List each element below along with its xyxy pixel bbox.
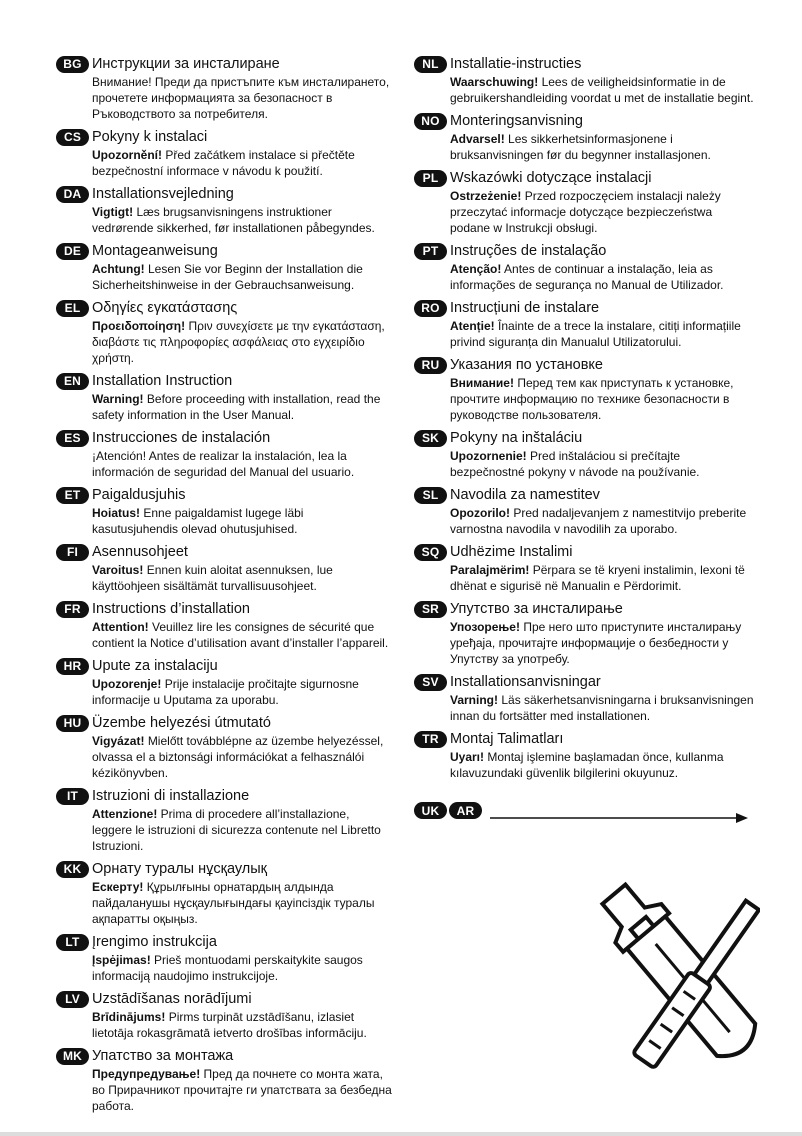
instruction-entry-kk xyxy=(56,859,392,927)
warning-label: Attention! xyxy=(92,620,149,634)
entry-title: Installation Instruction xyxy=(92,372,233,389)
entry-title: Pokyny k instalaci xyxy=(92,128,208,145)
page-bottom-rule xyxy=(0,1132,802,1136)
warning-text: Before proceeding with installation, read the safety information in the User Manual. xyxy=(92,392,381,422)
entry-title: Uzstādīšanas norādījumi xyxy=(92,990,252,1007)
entry-title: Navodila za namestitev xyxy=(450,486,600,503)
language-badge: FR xyxy=(56,601,89,618)
language-badge: SR xyxy=(414,601,447,618)
entry-heading xyxy=(414,599,754,619)
instruction-entry-no xyxy=(414,111,754,163)
entry-title: Упутство за инсталирање xyxy=(450,600,623,617)
warning-label: Waarschuwing! xyxy=(450,75,539,89)
entry-body xyxy=(450,74,754,106)
warning-label: Ostrzeżenie! xyxy=(450,189,522,203)
uk-ar-badges xyxy=(414,802,484,819)
entry-body xyxy=(92,952,392,984)
warning-text: Lesen Sie vor Beginn der Installation die Sicherheitshinweise in der Gebrauchsanweisung. xyxy=(92,262,363,292)
warning-label: Vigtigt! xyxy=(92,205,134,219)
entry-title: Asennusohjeet xyxy=(92,543,188,560)
entry-title: Pokyny na inštaláciu xyxy=(450,429,583,446)
left-column xyxy=(56,54,392,1119)
entry-heading xyxy=(56,932,392,952)
entry-heading xyxy=(56,127,392,147)
entry-heading xyxy=(56,599,392,619)
warning-text: Prieš montuodami perskaitykite saugos informaciją naudojimo instrukcijoje. xyxy=(92,953,363,983)
entry-heading xyxy=(414,672,754,692)
instruction-entry-sr xyxy=(414,599,754,667)
entry-title: Montaj Talimatları xyxy=(450,730,564,747)
warning-label: Upozornenie! xyxy=(450,449,527,463)
language-badge: IT xyxy=(56,788,89,805)
entry-body xyxy=(92,806,392,854)
language-badge: DA xyxy=(56,186,89,203)
language-badge: PT xyxy=(414,243,447,260)
entry-title: Installatie-instructies xyxy=(450,55,582,72)
entry-body xyxy=(92,676,392,708)
warning-text: Пред да почнете со монта жата, во Прирачникот прочитајте ги упатствата за безбедна работа. xyxy=(92,1067,392,1113)
entry-title: Упатство за монтажа xyxy=(92,1047,234,1064)
instruction-entry-de xyxy=(56,241,392,293)
warning-text: Mielőtt továbblépne az üzembe helyezéssel, olvassa el a biztonsági információkat a felhasználói kézikönyvben. xyxy=(92,734,384,780)
entry-title: Instructions d’installation xyxy=(92,600,250,617)
warning-text: Pred nadaljevanjem z namestitvijo preberite varnostna navodila v navodilih za uporabo. xyxy=(450,506,747,536)
language-badge: DE xyxy=(56,243,89,260)
language-badge: RO xyxy=(414,300,447,317)
warning-text: Ennen kuin aloitat asennuksen, lue käyttöohjeen sisältämät turvallisuusohjeet. xyxy=(92,563,333,593)
language-badge: TR xyxy=(414,731,447,748)
language-badge: LT xyxy=(56,934,89,951)
instruction-entry-en xyxy=(56,371,392,423)
entry-heading xyxy=(56,241,392,261)
language-badge: CS xyxy=(56,129,89,146)
warning-text: Lees de veiligheidsinformatie in de gebruikershandleiding voordat u met de installatie begint. xyxy=(450,75,754,105)
warning-label: Varning! xyxy=(450,693,499,707)
entry-title: Указания по установке xyxy=(450,356,603,373)
warning-text: Құрылғыны орнатардың алдында пайдаланушы нұсқаулығындағы қауіпсіздік туралы ақпаратты оқыңыз. xyxy=(92,880,375,926)
warning-label: Attenzione! xyxy=(92,807,158,821)
language-badge: EL xyxy=(56,300,89,317)
entry-heading xyxy=(414,428,754,448)
right-column xyxy=(414,54,754,786)
instruction-entry-mk xyxy=(56,1046,392,1114)
entry-title: Οδηγίες εγκατάστασης xyxy=(92,299,238,316)
warning-label: Atenție! xyxy=(450,319,495,333)
warning-text: Przed rozpoczęciem instalacji należy przeczytać informacje dotyczące bezpieczeństwa podane w Instrukcji obsługi. xyxy=(450,189,721,235)
warning-label: Brīdinājums! xyxy=(92,1010,166,1024)
entry-heading xyxy=(56,54,392,74)
entry-body xyxy=(450,188,754,236)
language-badge: HU xyxy=(56,715,89,732)
warning-text: Pirms turpināt uzstādīšanu, izlasiet lietotāja rokasgrāmatā ietverto drošības informāciju. xyxy=(92,1010,367,1040)
entry-body xyxy=(92,879,392,927)
entry-title: Instrucțiuni de instalare xyxy=(450,299,600,316)
entry-heading xyxy=(414,729,754,749)
instruction-entry-hr xyxy=(56,656,392,708)
warning-label: Uyarı! xyxy=(450,750,485,764)
entry-title: Udhëzime Instalimi xyxy=(450,543,573,560)
warning-label: Varoitus! xyxy=(92,563,144,577)
entry-title: Upute za instalaciju xyxy=(92,657,218,674)
warning-label: Advarsel! xyxy=(450,132,505,146)
entry-heading xyxy=(414,168,754,188)
language-badge: SV xyxy=(414,674,447,691)
entry-body xyxy=(92,562,392,594)
language-badge: FI xyxy=(56,544,89,561)
entry-heading xyxy=(56,428,392,448)
entry-title: Monteringsanvisning xyxy=(450,112,583,129)
entry-heading xyxy=(56,859,392,879)
instruction-entry-it xyxy=(56,786,392,854)
warning-text: Les sikkerhetsinformasjonene i bruksanvisningen før du begynner installasjonen. xyxy=(450,132,711,162)
entry-title: Paigaldusjuhis xyxy=(92,486,186,503)
entry-body xyxy=(92,1009,392,1041)
entry-body xyxy=(450,619,754,667)
entry-title: Instruções de instalação xyxy=(450,242,607,259)
language-badge: SK xyxy=(414,430,447,447)
warning-text: Înainte de a trece la instalare, citiți informațiile privind siguranța din Manualul Utilizatorului. xyxy=(450,319,741,349)
language-badge: SL xyxy=(414,487,447,504)
warning-text: Pred inštaláciou si prečítajte bezpečnostné pokyny v návode na používanie. xyxy=(450,449,700,479)
warning-text: Πριν συνεχίσετε με την εγκατάσταση, διαβάστε τις πληροφορίες ασφάλειας στο εγχειρίδιο χρήστη. xyxy=(92,319,385,365)
warning-label: Upozornění! xyxy=(92,148,162,162)
instruction-entry-fr xyxy=(56,599,392,651)
language-badge: MK xyxy=(56,1048,89,1065)
warning-text: Prima di procedere all’installazione, leggere le istruzioni di sicurezza contenute nel Libretto Istruzioni. xyxy=(92,807,381,853)
entry-heading xyxy=(56,542,392,562)
instruction-entry-fi xyxy=(56,542,392,594)
entry-heading xyxy=(56,371,392,391)
instruction-entry-sl xyxy=(414,485,754,537)
entry-body xyxy=(92,204,392,236)
instruction-entry-ro xyxy=(414,298,754,350)
language-badge: BG xyxy=(56,56,89,73)
entry-heading xyxy=(414,485,754,505)
warning-label: Achtung! xyxy=(92,262,145,276)
instruction-entry-es xyxy=(56,428,392,480)
warning-text: Перед тем как приступать к установке, прочтите информацию по технике безопасности в руководстве пользователя. xyxy=(450,376,734,422)
language-badge: NL xyxy=(414,56,447,73)
warning-label: Hoiatus! xyxy=(92,506,140,520)
entry-heading xyxy=(56,713,392,733)
entry-heading xyxy=(56,786,392,806)
instruction-entry-da xyxy=(56,184,392,236)
instruction-entry-bg xyxy=(56,54,392,122)
entry-body xyxy=(92,505,392,537)
entry-heading xyxy=(414,54,754,74)
language-badge: SQ xyxy=(414,544,447,561)
entry-title: Орнату туралы нұсқаулық xyxy=(92,860,268,877)
language-badge: ET xyxy=(56,487,89,504)
language-badge: PL xyxy=(414,170,447,187)
entry-heading xyxy=(56,656,392,676)
warning-text: Пре него што приступите инсталирању уређаја, прочитајте информације о безбедности у Упутству за употребу. xyxy=(450,620,742,666)
entry-body xyxy=(92,391,392,423)
language-badge: NO xyxy=(414,113,447,130)
entry-body xyxy=(450,261,754,293)
entry-heading xyxy=(414,355,754,375)
warning-label: Paralajmërim! xyxy=(450,563,530,577)
entry-title: Istruzioni di installazione xyxy=(92,787,250,804)
instruction-entry-et xyxy=(56,485,392,537)
entry-body xyxy=(450,375,754,423)
entry-body xyxy=(450,131,754,163)
entry-title: Üzembe helyezési útmutató xyxy=(92,714,271,731)
language-badge-ar: AR xyxy=(449,802,482,819)
warning-text: Montaj işlemine başlamadan önce, kullanma kılavuzundaki güvenlik bilgilerini okuyunuz. xyxy=(450,750,724,780)
entry-title: Instrucciones de instalación xyxy=(92,429,271,446)
entry-body xyxy=(450,448,754,480)
entry-body xyxy=(450,505,754,537)
entry-body xyxy=(92,147,392,179)
entry-body xyxy=(450,692,754,724)
instruction-entry-pl xyxy=(414,168,754,236)
instruction-entry-ru xyxy=(414,355,754,423)
language-badge: HR xyxy=(56,658,89,675)
entry-heading xyxy=(56,989,392,1009)
warning-label: Warning! xyxy=(92,392,144,406)
entry-body xyxy=(92,74,392,122)
language-badge: KK xyxy=(56,861,89,878)
entry-body xyxy=(450,562,754,594)
warning-label: Vigyázat! xyxy=(92,734,145,748)
instruction-entry-tr xyxy=(414,729,754,781)
wrench-screwdriver-icon xyxy=(590,862,760,1072)
entry-body xyxy=(450,749,754,781)
instruction-entry-lt xyxy=(56,932,392,984)
instruction-entry-el xyxy=(56,298,392,366)
warning-label: Upozorenje! xyxy=(92,677,162,691)
arrow-right-icon xyxy=(490,812,750,824)
entry-title: Montageanweisung xyxy=(92,242,218,259)
warning-text: Përpara se të kryeni instalimin, lexoni të dhënat e sigurisë në Manualin e Përdorimit. xyxy=(450,563,745,593)
entry-body xyxy=(92,1066,392,1114)
entry-heading xyxy=(56,298,392,318)
entry-heading xyxy=(414,111,754,131)
warning-text: Prije instalacije pročitajte sigurnosne informacije u Uputama za uporabu. xyxy=(92,677,359,707)
entry-body xyxy=(92,261,392,293)
entry-title: Installationsanvisningar xyxy=(450,673,601,690)
entry-heading xyxy=(56,485,392,505)
warning-label: Atenção! xyxy=(450,262,502,276)
entry-body xyxy=(92,733,392,781)
warning-text: Antes de continuar a instalação, leia as informações de segurança no Manual de Utilizador. xyxy=(450,262,724,292)
warning-label: Внимание! xyxy=(450,376,514,390)
warning-text: Läs säkerhetsanvisningarna i bruksanvisningen innan du fortsätter med installationen. xyxy=(450,693,754,723)
entry-body xyxy=(92,619,392,651)
warning-label: Προειδοποίηση! xyxy=(92,319,186,333)
instruction-entry-cs xyxy=(56,127,392,179)
language-badge: RU xyxy=(414,357,447,374)
entry-title: Wskazówki dotyczące instalacji xyxy=(450,169,652,186)
instruction-entry-pt xyxy=(414,241,754,293)
instruction-entry-sk xyxy=(414,428,754,480)
instruction-entry-sv xyxy=(414,672,754,724)
entry-body xyxy=(92,448,392,480)
warning-text: Læs brugsanvisningens instruktioner vedrørende sikkerhed, før installationen påbegyndes. xyxy=(92,205,375,235)
warning-label: Įspėjimas! xyxy=(92,953,151,967)
entry-heading xyxy=(414,298,754,318)
entry-heading xyxy=(56,184,392,204)
instruction-entry-sq xyxy=(414,542,754,594)
warning-label: Ескерту! xyxy=(92,880,144,894)
instruction-entry-lv xyxy=(56,989,392,1041)
entry-heading xyxy=(414,241,754,261)
entry-heading xyxy=(414,542,754,562)
language-badge: ES xyxy=(56,430,89,447)
warning-text: Veuillez lire les consignes de sécurité que contient la Notice d’utilisation avant d’installer l’appareil. xyxy=(92,620,389,650)
entry-title: Инструкции за инсталиране xyxy=(92,55,280,72)
language-badge-uk: UK xyxy=(414,802,447,819)
warning-text: Внимание! Преди да пристъпите към инсталирането, прочетете информацията за безопасност в Ръководството за потребителя. xyxy=(92,75,390,121)
warning-text: Enne paigaldamist lugege läbi kasutusjuhendis olevad ohutusjuhised. xyxy=(92,506,304,536)
entry-heading xyxy=(56,1046,392,1066)
warning-text: ¡Atención! Antes de realizar la instalación, lea la información de seguridad del Manual del usuario. xyxy=(92,449,355,479)
warning-label: Opozorilo! xyxy=(450,506,510,520)
language-badge: EN xyxy=(56,373,89,390)
instruction-entry-hu xyxy=(56,713,392,781)
entry-body xyxy=(92,318,392,366)
entry-title: Įrengimo instrukcija xyxy=(92,933,217,950)
entry-body xyxy=(450,318,754,350)
warning-label: Упозорење! xyxy=(450,620,520,634)
language-badge: LV xyxy=(56,991,89,1008)
warning-label: Предупредување! xyxy=(92,1067,201,1081)
entry-title: Installationsvejledning xyxy=(92,185,234,202)
warning-text: Před začátkem instalace si přečtěte bezpečnostní informace v návodu k použití. xyxy=(92,148,355,178)
instruction-entry-nl xyxy=(414,54,754,106)
